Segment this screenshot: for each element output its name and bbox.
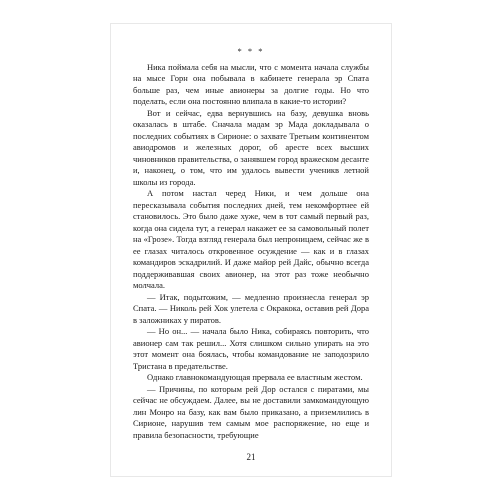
section-separator: * * * xyxy=(237,46,265,56)
paragraph: — Итак, подытожим, — медленно произнесла генерал эр Спата. — Николь рей Хок улетела с Окракока, оставив рей Дора в заложниках у пиратов. xyxy=(133,291,369,325)
paragraph: Однако главнокомандующая прервала ее властным жестом. xyxy=(147,372,363,382)
page-body xyxy=(133,46,369,441)
paragraph: А потом настал черед Ники, и чем дольше она пересказывала события последних дней, тем некомфортнее ей становилось. Это было даже хуже, чем в тот самый первый раз, когда она сидела тут, а генерал накажет ее за самовольный полет на «Грозе». Тогда взгляд генерала был непроницаем, сейчас же в ее глазах читалось откровенное осуждение — как и в глазах командиров эскадрилий. И даже майор рей Дайс, обычно всегда поддерживавшая своих авионер, на этот раз тоже необычно молчала. xyxy=(133,188,369,290)
paragraph: Вот и сейчас, едва вернувшись на базу, девушка вновь оказалась в штабе. Сначала мадам эр Мада докладывала о последних событиях в Сирионе: о захвате Третьим континентом авиодромов и железных дорог, об аресте всех высших чиновников правительства, о занявшем город вражеском десанте и, наконец, о том, что им удалось вывести ученикв летной школы из города. xyxy=(133,107,369,187)
paragraph: Ника поймала себя на мысли, что с момента начала службы на мысе Горн она побывала в кабинете генерала эр Спата больше раз, чем иные авионеры за долгие годы. Но что поделать, если она постоянно влипала в какие-то истории? xyxy=(133,61,369,106)
page-number: 21 xyxy=(246,452,256,462)
book-page xyxy=(111,24,391,476)
paragraph: — Причины, по которым рей Дор остался с пиратами, мы сейчас не обсуждаем. Далее, вы не доставили замкомандующую лин Монро на базу, как вам было приказано, а приземлились в Сирионе, нарушив тем самым мое распоряжение, но еще и правила безопасности, требующие xyxy=(133,383,369,440)
paragraph: — Но он... — начала было Ника, собираясь повторить, что авионер сам так решил... Хотя слишком сильно упирать на это этот момент она боялась, чтобы командование не заподозрило Тристана в предательстве. xyxy=(133,326,369,371)
